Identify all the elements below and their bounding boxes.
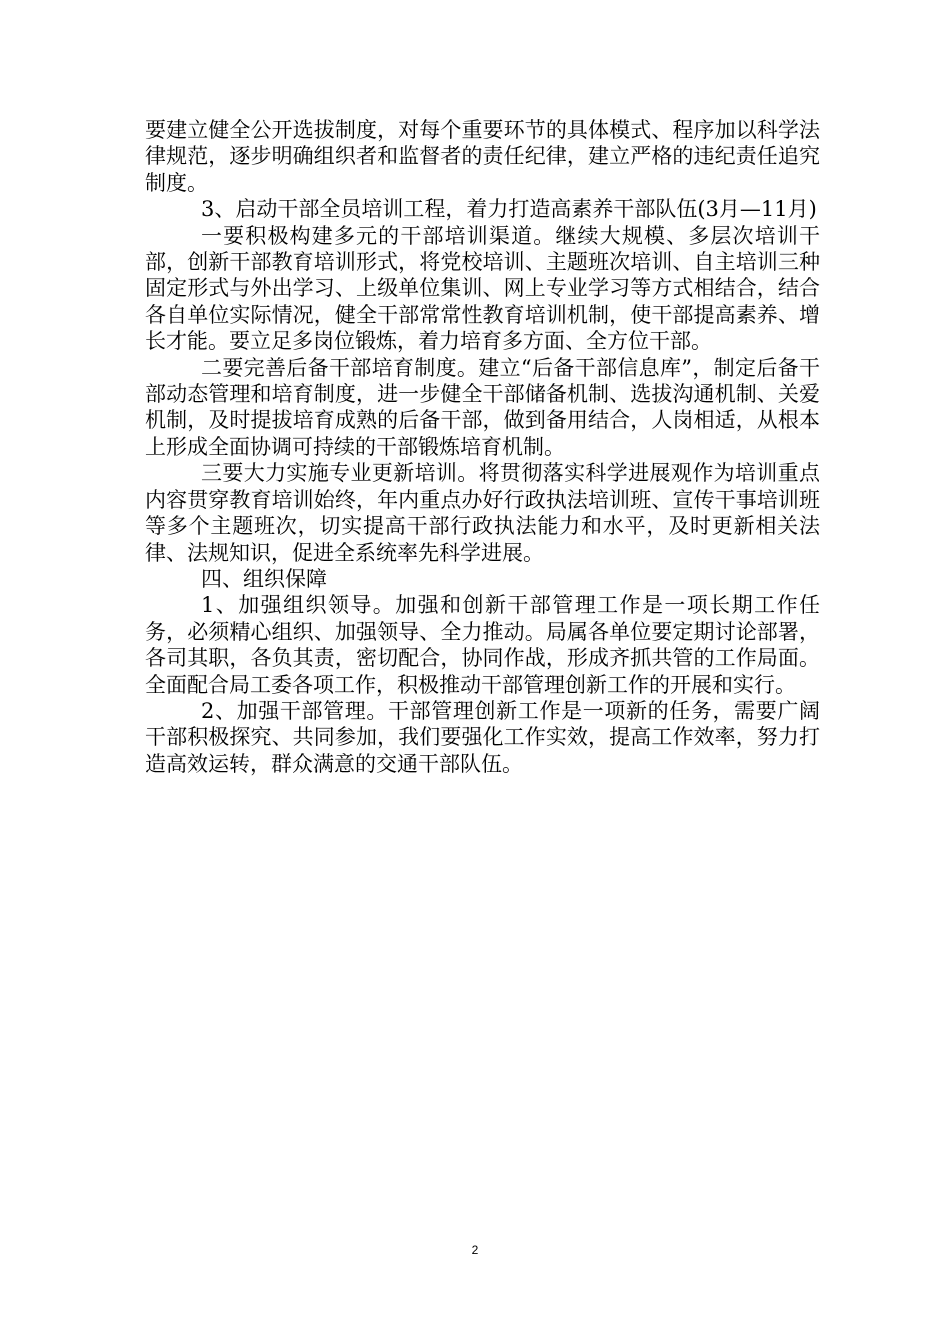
paragraph-continuation: 要建立健全公开选拔制度，对每个重要环节的具体模式、程序加以科学法律规范，逐步明确组织者和监督者的责任纪律，建立严格的违纪责任追究制度。 bbox=[145, 118, 820, 195]
paragraph-professional-training: 三要大力实施专业更新培训。将贯彻落实科学进展观作为培训重点内容贯穿教育培训始终，年内重点办好行政执法培训班、宣传干事培训班等多个主题班次，切实提高干部行政执法能力和水平，及时更新相关法律、法规知识，促进全系统率先科学进展。 bbox=[145, 461, 820, 565]
heading-organization-guarantee: 四、组织保障 bbox=[201, 566, 327, 591]
page-number: 2 bbox=[471, 1243, 479, 1257]
paragraph-organization-leadership: 1、加强组织领导。加强和创新干部管理工作是一项长期工作任务，必须精心组织、加强领导、全力推动。局属各单位要定期讨论部署，各司其职，各负其责，密切配合，协同作战，形成齐抓共管的工作局面。全面配合局工委各项工作，积极推动干部管理创新工作的开展和实行。 bbox=[145, 593, 820, 697]
paragraph-training-channels: 一要积极构建多元的干部培训渠道。继续大规模、多层次培训干部，创新干部教育培训形式，将党校培训、主题班次培训、自主培训三种固定形式与外出学习、上级单位集训、网上专业学习等方式相结合，结合各自单位实际情况，健全干部常常性教育培训机制，使干部提高素养、增长才能。要立足多岗位锻炼，着力培育多方面、全方位干部。 bbox=[145, 223, 820, 354]
document-body bbox=[145, 117, 820, 777]
paragraph-cadre-management: 2、加强干部管理。干部管理创新工作是一项新的任务，需要广阔干部积极探究、共同参加，我们要强化工作实效，提高工作效率，努力打造高效运转，群众满意的交通干部队伍。 bbox=[145, 698, 820, 776]
paragraph-reserve-cadres: 二要完善后备干部培育制度。建立“后备干部信息库”，制定后备干部动态管理和培育制度，进一步健全干部储备机制、选拔沟通机制、关爱机制，及时提拔培育成熟的后备干部，做到备用结合，人岗相适，从根本上形成全面协调可持续的干部锻炼培育机制。 bbox=[145, 355, 820, 459]
heading-training-project: 3、启动干部全员培训工程，着力打造高素养干部队伍(3月—11月) bbox=[201, 197, 817, 222]
